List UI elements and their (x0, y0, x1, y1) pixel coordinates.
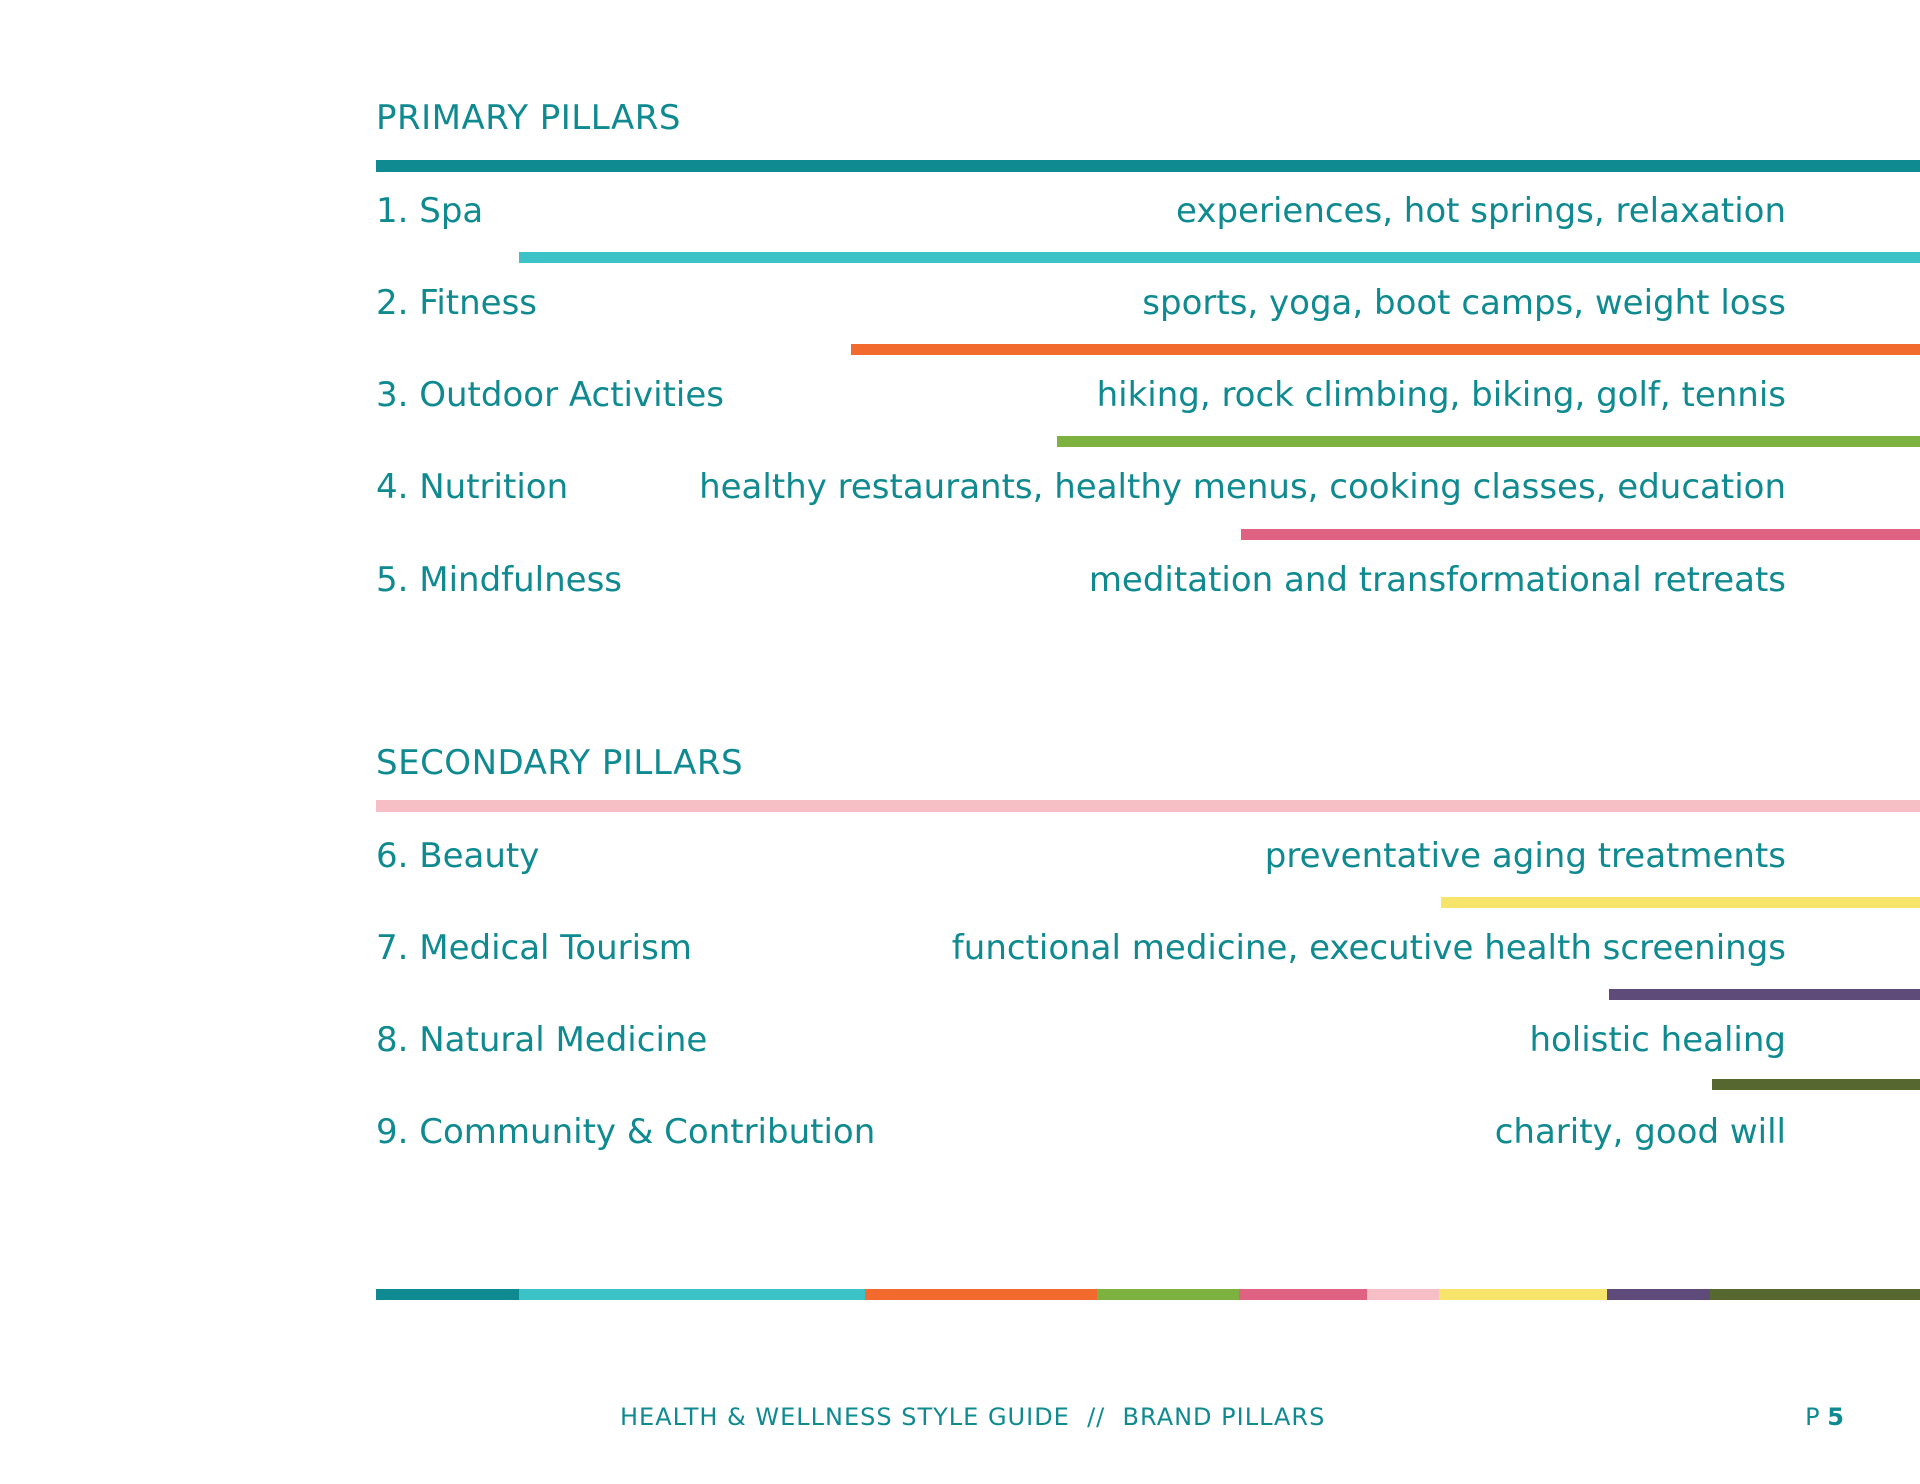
spectrum-segment-teal-light (519, 1289, 865, 1300)
pillar-name-outdoor-activities: 3. Outdoor Activities (376, 375, 724, 415)
pillar-bar-spa (519, 252, 1920, 263)
spectrum-segment-pink (1239, 1289, 1367, 1300)
spectrum-segment-teal-dark (376, 1289, 519, 1300)
primary-pillars-title: PRIMARY PILLARS (376, 98, 681, 138)
pillar-desc-medical-tourism: functional medicine, executive health screenings (951, 928, 1786, 968)
page-number-prefix: P (1805, 1403, 1820, 1431)
spectrum-segment-olive (1710, 1289, 1920, 1300)
spectrum-segment-pink-light (1367, 1289, 1439, 1300)
spectrum-segment-green (1097, 1289, 1239, 1300)
spectrum-segment-yellow (1439, 1289, 1607, 1300)
secondary-pillars-title: SECONDARY PILLARS (376, 743, 744, 783)
pillar-name-community-contribution: 9. Community & Contribution (376, 1112, 876, 1152)
pillar-desc-nutrition: healthy restaurants, healthy menus, cooking classes, education (699, 467, 1786, 507)
page-number (1805, 1405, 1844, 1429)
spectrum-segment-orange (865, 1289, 1097, 1300)
pillar-desc-fitness: sports, yoga, boot camps, weight loss (1142, 283, 1786, 323)
pillar-bar-natural-medicine (1712, 1079, 1920, 1090)
pillar-name-mindfulness: 5. Mindfulness (376, 560, 623, 600)
pillar-desc-spa: experiences, hot springs, relaxation (1176, 191, 1786, 231)
pillar-name-spa: 1. Spa (376, 191, 484, 231)
pillar-name-beauty: 6. Beauty (376, 836, 540, 876)
pillar-name-natural-medicine: 8. Natural Medicine (376, 1020, 708, 1060)
primary-pillars-divider (376, 160, 1920, 172)
color-spectrum-bar (376, 1289, 1920, 1300)
pillar-bar-beauty (1441, 897, 1920, 908)
footer-text: HEALTH & WELLNESS STYLE GUIDE // BRAND PILLARS (620, 1403, 1326, 1431)
secondary-pillars-divider (376, 800, 1920, 812)
pillar-desc-beauty: preventative aging treatments (1264, 836, 1786, 876)
pillar-name-medical-tourism: 7. Medical Tourism (376, 928, 692, 968)
spectrum-segment-purple (1607, 1289, 1710, 1300)
pillar-desc-mindfulness: meditation and transformational retreats (1088, 560, 1786, 600)
pillar-bar-medical-tourism (1609, 989, 1920, 1000)
pillar-bar-outdoor-activities (1057, 436, 1920, 447)
pillar-desc-community-contribution: charity, good will (1494, 1112, 1786, 1152)
pillar-name-nutrition: 4. Nutrition (376, 467, 569, 507)
pillar-bar-nutrition (1241, 529, 1920, 540)
pillar-desc-outdoor-activities: hiking, rock climbing, biking, golf, tennis (1096, 375, 1786, 415)
pillar-name-fitness: 2. Fitness (376, 283, 538, 323)
page-number-value: 5 (1827, 1403, 1844, 1431)
pillar-bar-fitness (851, 344, 1920, 355)
pillar-desc-natural-medicine: holistic healing (1529, 1020, 1786, 1060)
